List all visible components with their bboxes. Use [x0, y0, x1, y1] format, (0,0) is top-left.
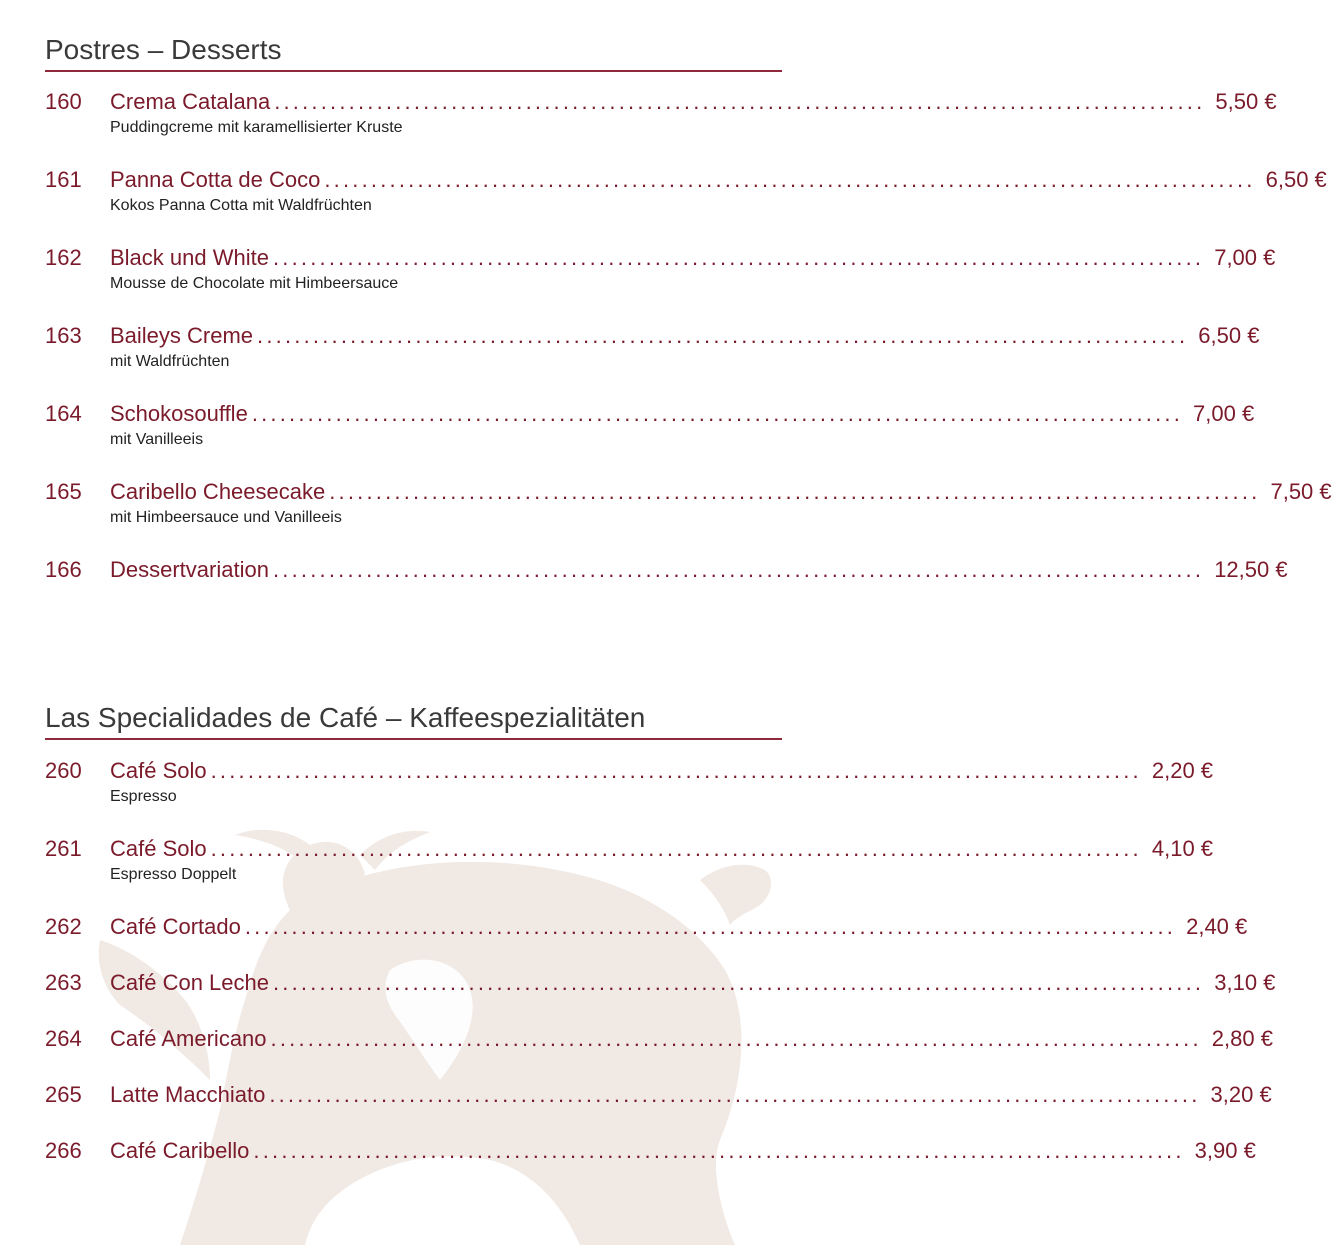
leader-dots: ....................................................................................................	[270, 1026, 1202, 1051]
item-price: 6,50 €	[1198, 323, 1260, 348]
item-name: Café Solo	[110, 836, 207, 861]
coffee-menu-list	[45, 758, 1276, 1168]
item-price: 6,50 €	[1265, 167, 1327, 192]
item-price: 3,10 €	[1214, 970, 1276, 995]
item-price: 5,50 €	[1215, 89, 1277, 114]
menu-item	[45, 914, 1248, 970]
item-name: Café Caribello	[110, 1138, 250, 1163]
desserts-section	[45, 30, 1332, 587]
menu-item	[45, 836, 1214, 914]
item-number: 262	[45, 914, 82, 939]
menu-item	[45, 167, 1327, 245]
leader-dots: ....................................................................................................	[251, 401, 1184, 426]
item-description: Espresso Doppelt	[110, 866, 237, 883]
item-name: Café Cortado	[110, 914, 241, 939]
item-number: 263	[45, 970, 82, 995]
menu-item	[45, 758, 1214, 836]
menu-item	[45, 401, 1255, 479]
item-description: Mousse de Chocolate mit Himbeersauce	[110, 275, 399, 292]
item-description: mit Waldfrüchten	[110, 353, 230, 370]
item-name: Latte Macchiato	[110, 1082, 266, 1107]
leader-dots: ....................................................................................................	[269, 1082, 1201, 1107]
item-name: Caribello Cheesecake	[110, 479, 326, 504]
leader-dots: ....................................................................................................	[244, 914, 1177, 939]
leader-dots: ....................................................................................................	[257, 323, 1189, 348]
menu-item	[45, 557, 1288, 587]
leader-dots: ....................................................................................................	[324, 167, 1256, 192]
item-description: Kokos Panna Cotta mit Waldfrüchten	[110, 197, 372, 214]
item-name: Schokosouffle	[110, 401, 248, 426]
leader-dots: ....................................................................................................	[274, 89, 1206, 114]
item-number: 161	[45, 167, 82, 192]
item-name: Café Con Leche	[110, 970, 269, 995]
item-price: 4,10 €	[1151, 836, 1214, 861]
item-price: 2,80 €	[1211, 1026, 1273, 1051]
leader-dots: ....................................................................................................	[329, 479, 1261, 504]
section-title: Postres – Desserts	[45, 30, 782, 72]
item-name: Café Solo	[110, 758, 207, 783]
item-number: 260	[45, 758, 82, 783]
menu-item	[45, 1138, 1256, 1168]
menu-item	[45, 323, 1260, 401]
menu-item	[45, 245, 1276, 323]
menu-item	[45, 1082, 1272, 1138]
item-number: 163	[45, 323, 82, 348]
menu-item	[45, 970, 1276, 1026]
item-number: 265	[45, 1082, 82, 1107]
item-number: 266	[45, 1138, 82, 1163]
leader-dots: ....................................................................................................	[210, 758, 1142, 783]
item-price: 3,20 €	[1210, 1082, 1272, 1107]
leader-dots: ....................................................................................................	[272, 557, 1205, 582]
item-price: 2,40 €	[1186, 914, 1248, 939]
section-title: Las Specialidades de Café – Kaffeespezialitäten	[45, 698, 782, 740]
item-number: 261	[45, 836, 82, 861]
item-price: 7,50 €	[1270, 479, 1332, 504]
leader-dots: ....................................................................................................	[272, 245, 1205, 270]
item-description: Espresso	[110, 788, 177, 805]
coffee-section	[45, 698, 1276, 1168]
item-name: Crema Catalana	[110, 89, 271, 114]
item-number: 166	[45, 557, 82, 582]
item-number: 160	[45, 89, 82, 114]
item-number: 164	[45, 401, 82, 426]
menu-item	[45, 1026, 1273, 1082]
item-description: mit Himbeersauce und Vanilleeis	[110, 509, 342, 526]
item-description: mit Vanilleeis	[110, 431, 204, 448]
desserts-menu-list	[45, 89, 1332, 587]
item-price: 7,00 €	[1193, 401, 1255, 426]
item-description: Puddingcreme mit karamellisierter Kruste	[110, 119, 403, 136]
item-price: 12,50 €	[1214, 557, 1288, 582]
item-number: 165	[45, 479, 82, 504]
item-price: 7,00 €	[1214, 245, 1276, 270]
leader-dots: ....................................................................................................	[253, 1138, 1185, 1163]
item-name: Dessertvariation	[110, 557, 269, 582]
item-name: Panna Cotta de Coco	[110, 167, 321, 192]
menu-item	[45, 89, 1277, 167]
item-name: Black und White	[110, 245, 269, 270]
menu-item	[45, 479, 1332, 557]
item-name: Café Americano	[110, 1026, 267, 1051]
item-price: 2,20 €	[1151, 758, 1214, 783]
leader-dots: ....................................................................................................	[273, 970, 1205, 995]
item-price: 3,90 €	[1194, 1138, 1256, 1163]
item-number: 162	[45, 245, 82, 270]
leader-dots: ....................................................................................................	[210, 836, 1142, 861]
item-name: Baileys Creme	[110, 323, 254, 348]
item-number: 264	[45, 1026, 82, 1051]
